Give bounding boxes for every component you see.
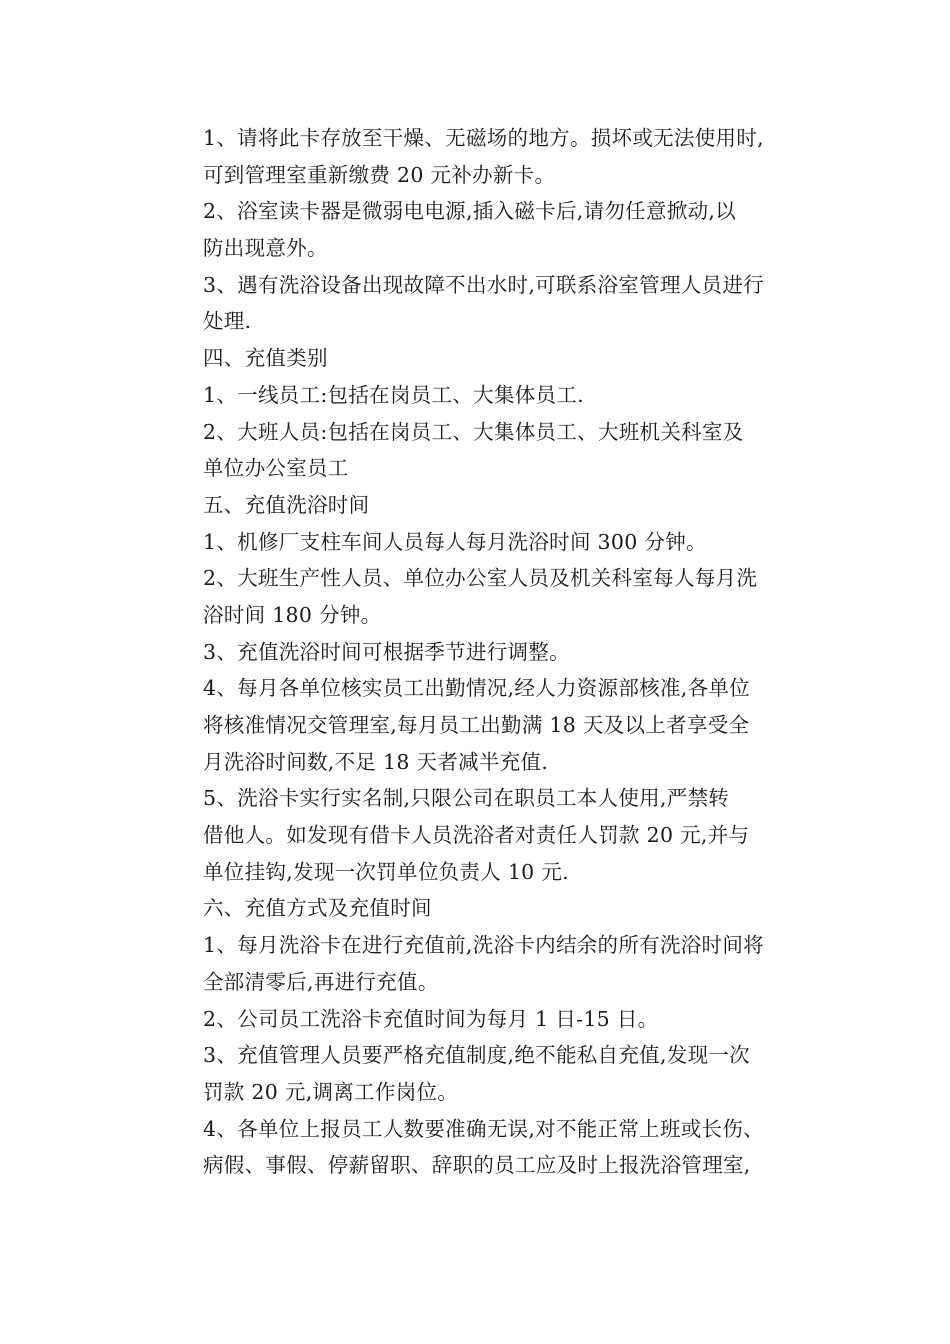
text-line: 1、每月洗浴卡在进行充值前,洗浴卡内结余的所有洗浴时间将 (203, 933, 764, 958)
text-line: 3、遇有洗浴设备出现故障不出水时,可联系浴室管理人员进行 (203, 272, 764, 297)
text-line: 单位挂钩,发现一次罚单位负责人 10 元. (203, 859, 569, 884)
text-line: 3、充值管理人员要严格充值制度,绝不能私自充值,发现一次 (203, 1043, 750, 1068)
text-line: 1、请将此卡存放至干燥、无磁场的地方。损坏或无法使用时, (203, 126, 764, 150)
text-line: 4、各单位上报员工人数要准确无误,对不能正常上班或长伤、 (203, 1116, 764, 1141)
section-heading: 五、充值洗浴时间 (203, 492, 370, 517)
text-line: 可到管理室重新缴费 20 元补办新卡。 (203, 162, 556, 187)
text-line: 2、大班生产性人员、单位办公室人员及机关科室每人每月洗 (203, 566, 758, 591)
text-line: 将核准情况交管理室,每月员工出勤满 18 天及以上者享受全 (203, 713, 750, 737)
text-line: 单位办公室员工 (203, 456, 349, 481)
text-line: 处理. (203, 309, 252, 334)
text-line: 1、一线员工:包括在岗员工、大集体员工. (203, 382, 584, 407)
text-line: 2、公司员工洗浴卡充值时间为每月 1 日-15 日。 (203, 1006, 659, 1031)
text-line: 浴时间 180 分钟。 (203, 602, 382, 627)
text-line: 2、浴室读卡器是微弱电电源,插入磁卡后,请勿任意掀动,以 (203, 199, 736, 224)
text-line: 3、充值洗浴时间可根据季节进行调整。 (203, 639, 570, 664)
document-body (203, 120, 809, 1184)
text-line: 借他人。如发现有借卡人员洗浴者对责任人罚款 20 元,并与 (203, 823, 750, 848)
text-line: 病假、事假、停薪留职、辞职的员工应及时上报洗浴管理室, (203, 1153, 751, 1178)
text-line: 5、洗浴卡实行实名制,只限公司在职员工本人使用,严禁转 (203, 786, 730, 811)
text-line: 月洗浴时间数,不足 18 天者减半充值. (203, 749, 549, 774)
text-line: 全部清零后,再进行充值。 (203, 969, 439, 994)
text-line: 1、机修厂支柱车间人员每人每月洗浴时间 300 分钟。 (203, 529, 707, 554)
section-heading: 四、充值类别 (203, 346, 328, 371)
text-line: 防出现意外。 (203, 236, 328, 261)
text-line: 4、每月各单位核实员工出勤情况,经人力资源部核准,各单位 (203, 676, 750, 701)
section-heading: 六、充值方式及充值时间 (203, 896, 432, 921)
text-line: 2、大班人员:包括在岗员工、大集体员工、大班机关科室及 (203, 419, 744, 444)
text-line: 罚款 20 元,调离工作岗位。 (203, 1079, 459, 1104)
